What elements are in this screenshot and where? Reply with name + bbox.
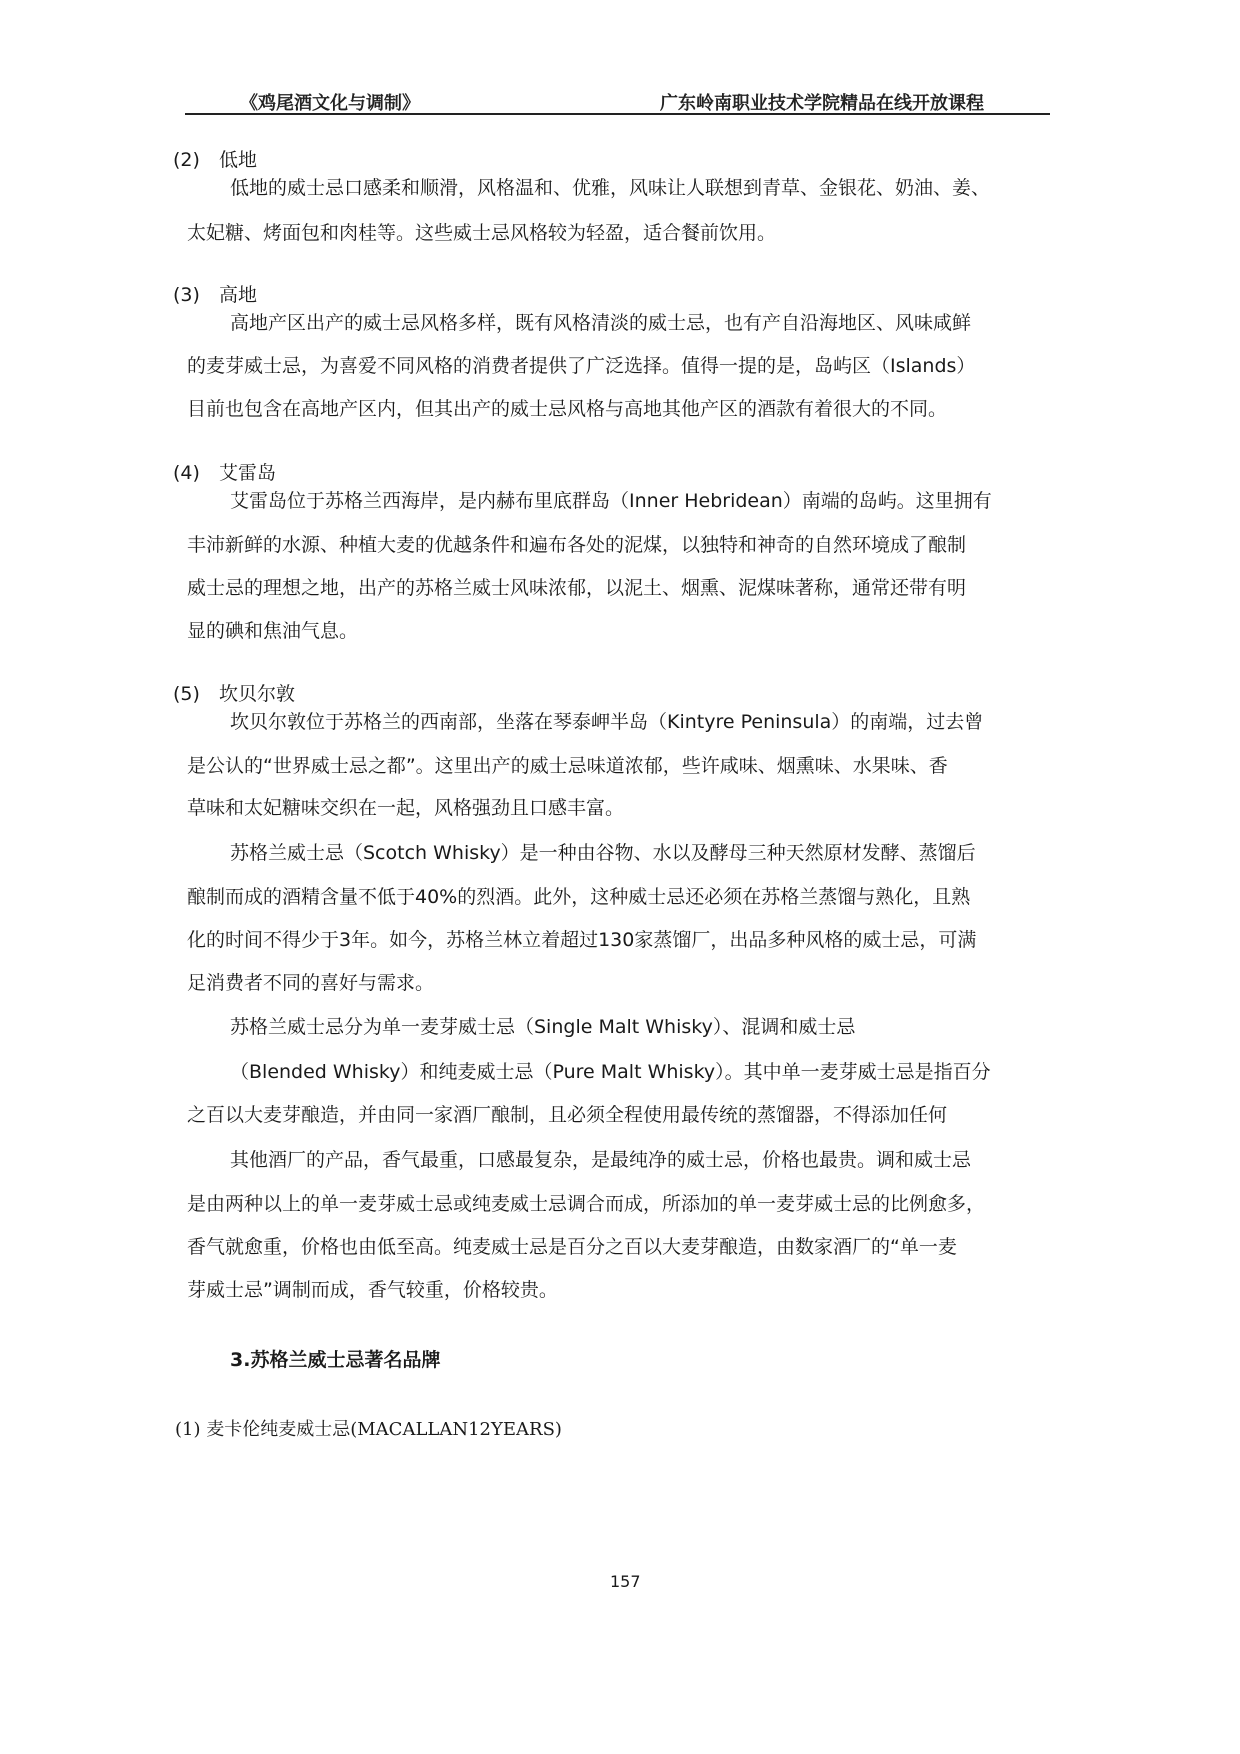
header-course-title: 《鸡尾酒文化与调制》: [240, 93, 420, 114]
paragraph-line: 坎贝尔敦位于苏格兰的西南部，坐落在琴泰岬半岛（Kintyre Peninsula）的南端，过去曾: [230, 711, 984, 733]
paragraph-line: 酿制而成的酒精含量不低于40%的烈酒。此外，这种威士忌还必须在苏格兰蒸馏与熟化，且熟: [187, 886, 971, 908]
paragraph-line: 之百以大麦芽酿造，并由同一家酒厂酿制，且必须全程使用最传统的蒸馏器，不得添加任何: [187, 1104, 948, 1126]
paragraph-line: 芽威士忌”调制而成，香气较重，价格较贵。: [187, 1279, 558, 1301]
paragraph-line: 的麦芽威士忌，为喜爱不同风格的消费者提供了广泛选择。值得一提的是，岛屿区（Islands）: [187, 355, 976, 377]
paragraph-line: 是由两种以上的单一麦芽威士忌或纯麦威士忌调合而成，所添加的单一麦芽威士忌的比例愈多，: [187, 1193, 986, 1215]
section-title: 坎贝尔敦: [219, 683, 296, 705]
paragraph-line: 显的碘和焦油气息。: [187, 620, 359, 642]
section-number: (4): [173, 462, 200, 484]
paragraph-line: 太妃糖、烤面包和肉桂等。这些威士忌风格较为轻盈，适合餐前饮用。: [187, 222, 777, 244]
section-number: (5): [173, 683, 200, 705]
paragraph-line: 是公认的“世界威士忌之都”。这里出产的威士忌味道浓郁，些许咸味、烟熏味、水果味、香: [187, 755, 948, 777]
paragraph-line: 苏格兰威士忌分为单一麦芽威士忌（Single Malt Whisky）、混调和威士忌: [230, 1016, 856, 1038]
paragraph-line: 高地产区出产的威士忌风格多样，既有风格清淡的威士忌，也有产自沿海地区、风味咸鲜: [230, 312, 972, 334]
paragraph-line: 其他酒厂的产品，香气最重，口感最复杂，是最纯净的威士忌，价格也最贵。调和威士忌: [230, 1149, 972, 1171]
paragraph-line: 香气就愈重，价格也由低至高。纯麦威士忌是百分之百以大麦芽酿造，由数家酒厂的“单一麦: [187, 1236, 957, 1258]
section-highland-heading: [173, 280, 257, 307]
paragraph-line: 苏格兰威士忌（Scotch Whisky）是一种由谷物、水以及酵母三种天然原材发酵、蒸馏后: [230, 842, 976, 864]
paragraph-line: 丰沛新鲜的水源、种植大麦的优越条件和遍布各处的泥煤，以独特和神奇的自然环境成了酿制: [187, 534, 967, 556]
page-number: 157: [610, 1572, 641, 1591]
section-lowland-heading: [173, 145, 257, 172]
paragraph-line: 足消费者不同的喜好与需求。: [187, 972, 435, 994]
section-islay-heading: [173, 458, 276, 485]
section-title: 高地: [219, 284, 258, 306]
section-campbeltown-heading: [173, 679, 295, 706]
section-number: (3): [173, 284, 200, 306]
paragraph-line: 威士忌的理想之地，出产的苏格兰威士风味浓郁，以泥土、烟熏、泥煤味著称，通常还带有明: [187, 577, 967, 599]
paragraph-line: 草味和太妃糖味交织在一起，风格强劲且口感丰富。: [187, 797, 625, 819]
paragraph-line: 艾雷岛位于苏格兰西海岸，是内赫布里底群岛（Inner Hebridean）南端的岛屿。这里拥有: [230, 490, 992, 512]
paragraph-line: 低地的威士忌口感柔和顺滑，风格温和、优雅，风味让人联想到青草、金银花、奶油、姜、: [230, 177, 991, 199]
header-college-name: 广东岭南职业技术学院精品在线开放课程: [660, 93, 984, 114]
section-heading: 3.苏格兰威士忌著名品牌: [230, 1349, 441, 1371]
section-number: (2): [173, 149, 200, 171]
paragraph-line: 目前也包含在高地产区内，但其出产的威士忌风格与高地其他产区的酒款有着很大的不同。: [187, 398, 948, 420]
header-rule: [185, 113, 1050, 115]
paragraph-line: 化的时间不得少于3年。如今，苏格兰林立着超过130家蒸馏厂，出品多种风格的威士忌，可满: [187, 929, 977, 951]
brand-list-item: (1) 麦卡伦纯麦威士忌(MACALLAN12YEARS): [175, 1419, 562, 1440]
section-title: 低地: [219, 149, 258, 171]
section-title: 艾雷岛: [219, 462, 277, 484]
paragraph-line: （Blended Whisky）和纯麦威士忌（Pure Malt Whisky）。其中单一麦芽威士忌是指百分: [230, 1061, 991, 1083]
